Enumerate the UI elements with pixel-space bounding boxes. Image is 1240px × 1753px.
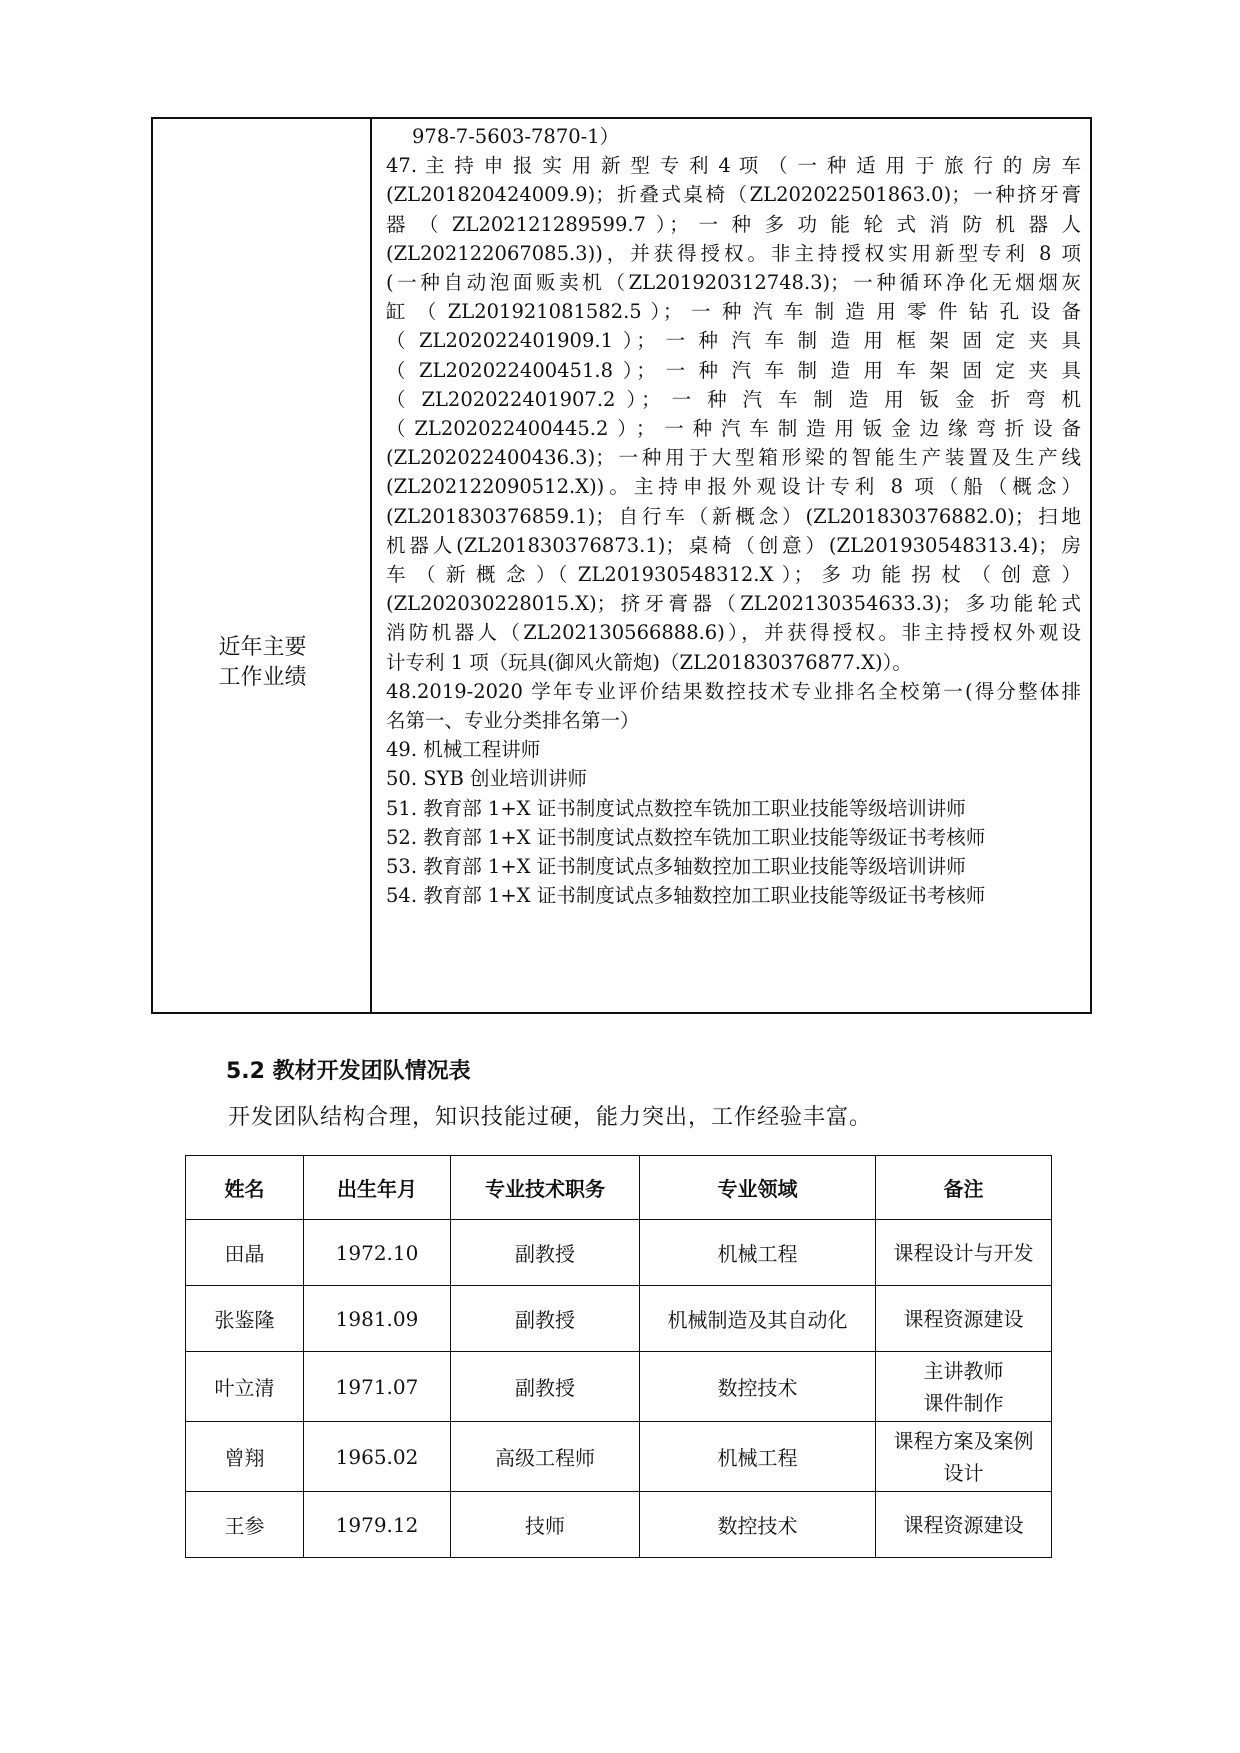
member-birth: 1972.10 [304, 1220, 451, 1286]
achievement-line: 计专利 1 项（玩具(御风火箭炮)（ZL201830376877.X)）。 [386, 650, 912, 674]
achievement-line: 52. 教育部 1+X 证书制度试点数控车铣加工职业技能等级证书考核师 [386, 825, 986, 849]
table-row [186, 1220, 1052, 1286]
member-title: 副教授 [451, 1286, 640, 1352]
label-line: 近年主要 [218, 635, 307, 660]
achievement-line: 名第一、专业分类排名第一） [386, 709, 640, 732]
achievement-line: (ZL201830376859.1)；自行车（新概念）(ZL201830376882.0)；扫地 [386, 504, 1081, 528]
team-table-header-row [186, 1156, 1052, 1220]
table-row [186, 1286, 1052, 1352]
achievement-line: 47. 主 持 申 报 实 用 新 型 专 利 4 项 （ 一 种 适 用 于 旅 行 的 房 车 [386, 154, 1081, 178]
note-line: 设计 [943, 1460, 984, 1485]
table-row [186, 1492, 1052, 1558]
header-title: 专业技术职务 [451, 1156, 640, 1220]
member-note [876, 1422, 1052, 1492]
member-birth: 1981.09 [304, 1286, 451, 1352]
member-title: 技师 [451, 1492, 640, 1558]
note-line: 课程设计与开发 [893, 1240, 1034, 1265]
header-note: 备注 [876, 1156, 1052, 1220]
member-field: 数控技术 [640, 1352, 876, 1422]
achievements-label [153, 633, 372, 693]
member-name: 叶立清 [186, 1352, 304, 1422]
team-table [185, 1155, 1052, 1558]
achievement-line: 51. 教育部 1+X 证书制度试点数控车铣加工职业技能等级培训讲师 [386, 796, 966, 820]
note-line: 课程资源建设 [903, 1306, 1024, 1331]
member-birth: 1971.07 [304, 1352, 451, 1422]
member-field: 数控技术 [640, 1492, 876, 1558]
member-note [876, 1220, 1052, 1286]
achievement-line: 978-7-5603-7870-1） [412, 125, 620, 148]
achievement-line: (一种自动泡面贩卖机（ZL201920312748.3)；一种循环净化无烟烟灰 [386, 271, 1081, 294]
member-name: 田晶 [186, 1220, 304, 1286]
member-note [876, 1492, 1052, 1558]
achievement-line: （ ZL202022401907.2 ）； 一 种 汽 车 制 造 用 钣 金 折 弯 机 [386, 387, 1081, 411]
member-birth: 1979.12 [304, 1492, 451, 1558]
achievement-line: 器 （ ZL202121289599.7 ）； 一 种 多 功 能 轮 式 消 防 机 器 人 [386, 212, 1081, 236]
achievement-line: (ZL202122090512.X))。主持申报外观设计专利 8 项（船（概念） [386, 475, 1081, 499]
label-line: 工作业绩 [218, 665, 307, 690]
header-birth: 出生年月 [304, 1156, 451, 1220]
member-note [876, 1352, 1052, 1422]
achievements-content-cell [374, 119, 1090, 1012]
achievement-line: 车 （ 新 概 念 ）（ ZL201930548312.X ）； 多 功 能 拐 杖 （ 创 意 ） [386, 563, 1081, 586]
table-row [186, 1422, 1052, 1492]
achievement-line: 50. SYB 创业培训讲师 [386, 767, 587, 791]
achievement-line: （ ZL202022401909.1 ）； 一 种 汽 车 制 造 用 框 架 固 定 夹 具 [386, 329, 1081, 353]
member-name: 王参 [186, 1492, 304, 1558]
member-field: 机械制造及其自动化 [640, 1286, 876, 1352]
member-field: 机械工程 [640, 1422, 876, 1492]
member-name: 张鉴隆 [186, 1286, 304, 1352]
member-title: 副教授 [451, 1352, 640, 1422]
note-line: 主讲教师 [923, 1358, 1004, 1383]
member-note [876, 1286, 1052, 1352]
achievement-line: (ZL201820424009.9)；折叠式桌椅（ZL202022501863.0)；一种挤牙膏 [386, 183, 1081, 207]
achievement-line: 54. 教育部 1+X 证书制度试点多轴数控加工职业技能等级证书考核师 [386, 884, 986, 908]
achievement-line: (ZL202122067085.3))，并获得授权。非主持授权实用新型专利 8 项 [386, 241, 1081, 265]
note-line: 课件制作 [923, 1390, 1004, 1415]
achievement-line: (ZL202030228015.X)；挤牙膏器（ZL202130354633.3)；多功能轮式 [386, 592, 1081, 616]
table-row [186, 1352, 1052, 1422]
achievement-line: 48.2019-2020 学年专业评价结果数控技术专业排名全校第一(得分整体排 [386, 679, 1081, 703]
achievement-line: （ZL202022400445.2）；一种汽车制造用钣金边缘弯折设备 [386, 417, 1081, 440]
achievement-line: 53. 教育部 1+X 证书制度试点多轴数控加工职业技能等级培训讲师 [386, 855, 966, 878]
member-title: 副教授 [451, 1220, 640, 1286]
member-field: 机械工程 [640, 1220, 876, 1286]
note-line: 课程资源建设 [903, 1512, 1024, 1537]
achievements-table [151, 117, 1092, 1014]
achievement-line: 消防机器人（ZL202130566888.6)），并获得授权。非主持授权外观设 [386, 621, 1081, 645]
member-title: 高级工程师 [451, 1422, 640, 1492]
header-field: 专业领域 [640, 1156, 876, 1220]
achievements-label-cell [153, 119, 372, 1012]
header-name: 姓名 [186, 1156, 304, 1220]
section-description: 开发团队结构合理，知识技能过硬，能力突出，工作经验丰富。 [228, 1105, 873, 1130]
achievement-line: 机器人(ZL201830376873.1)；桌椅（创意）(ZL201930548313.4)；房 [386, 533, 1081, 557]
note-line: 课程方案及案例 [893, 1428, 1034, 1453]
section-title: 5.2 教材开发团队情况表 [226, 1059, 471, 1084]
achievement-line: 49. 机械工程讲师 [386, 738, 541, 762]
achievement-line: 缸 （ ZL201921081582.5 ）； 一 种 汽 车 制 造 用 零 件 钻 孔 设 备 [386, 300, 1081, 324]
member-birth: 1965.02 [304, 1422, 451, 1492]
achievement-line: （ ZL202022400451.8 ）； 一 种 汽 车 制 造 用 车 架 固 定 夹 具 [386, 358, 1081, 382]
member-name: 曾翔 [186, 1422, 304, 1492]
achievement-line: (ZL202022400436.3)；一种用于大型箱形梁的智能生产装置及生产线 [386, 446, 1081, 470]
